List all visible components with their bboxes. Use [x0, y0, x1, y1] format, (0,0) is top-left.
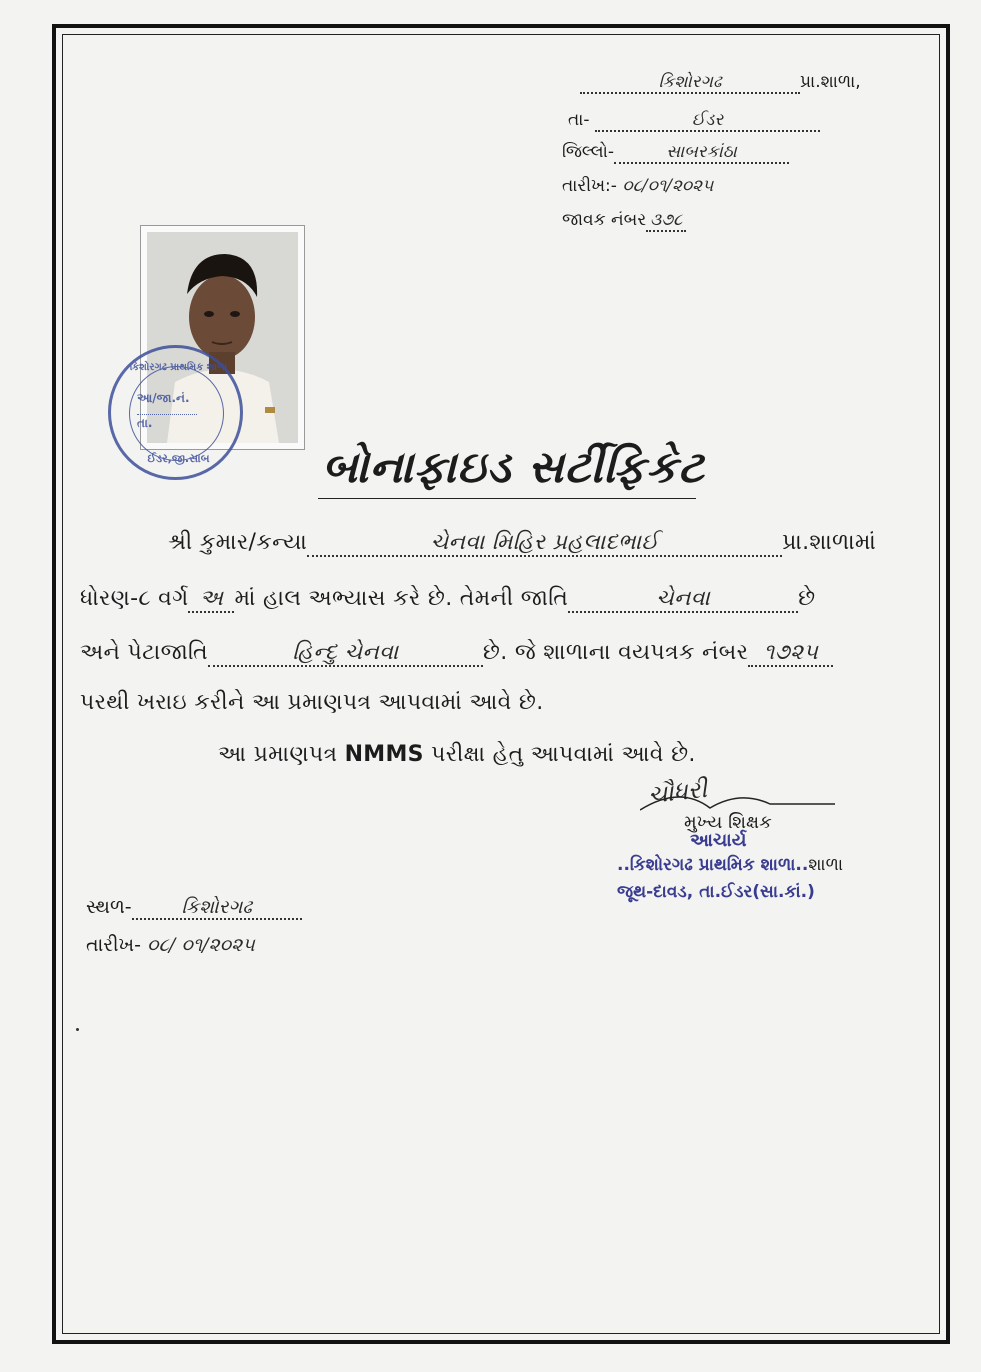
header-taluka-line: [568, 110, 820, 132]
body-class-value: અ: [188, 587, 234, 613]
body-subcaste-value: હિન્દુ ચેનવા: [208, 641, 483, 667]
header-date-value: ૦૮/૦૧/૨૦૨૫: [622, 176, 714, 196]
stamp-bottom-text: ઈડર,જી.સાબ: [147, 452, 210, 465]
header-taluka-value: ઈડર: [595, 111, 820, 132]
body-register-text: છે. જે શાળાના વયપત્રક નંબર: [482, 640, 749, 665]
header-school-name: કિશોરગઢ: [580, 73, 800, 94]
body-school-suffix: પ્રા.શાળામાં: [782, 530, 877, 555]
stamp-field-date: તા.: [137, 416, 153, 430]
body-line-1: [168, 530, 876, 557]
stamp-ring-text: કિશોરગઢ પ્રાથમિક શાળા: [129, 362, 228, 373]
body-student-prefix: શ્રી કુમાર/કન્યા: [168, 530, 308, 555]
header-taluka-label: તા-: [568, 110, 590, 130]
header-district-value: સાબરકાંઠા: [614, 143, 789, 164]
header-outward-value: ૩૭૮: [646, 211, 686, 232]
footer-place-line: [86, 896, 302, 920]
footer-date-line: [86, 934, 255, 956]
body-line-5: [218, 742, 696, 767]
footer-place-value: કિશોરગઢ: [132, 897, 302, 920]
school-stamp-line: [617, 855, 843, 875]
header-outward-label: જાવક નંબર: [562, 210, 647, 230]
header-district-line: [562, 142, 789, 164]
footer-date-value: ૦૮/ ૦૧/૨૦૨૫: [147, 934, 255, 956]
body-exam-name: NMMS: [344, 742, 424, 767]
header-date-label: તારીખ:-: [562, 176, 617, 196]
header-district-label: જિલ્લો-: [562, 142, 615, 162]
body-register-number: ૧૭૨૫: [748, 641, 833, 667]
stamp-field-number: આ/જા.નં.: [137, 391, 190, 405]
school-round-stamp: [108, 345, 243, 480]
body-standard-prefix: ધોરણ-૮ વર્ગ: [80, 586, 189, 611]
school-stamp-address: જૂથ-દાવડ, તા.ઈડર(સા.કાં.): [617, 882, 815, 902]
stray-dot: [76, 1028, 79, 1031]
header-school-suffix: પ્રા.શાળા,: [800, 72, 861, 92]
stamp-principal-title: આચાર્ય: [690, 830, 747, 851]
body-caste-suffix: છે: [798, 586, 816, 611]
principal-signature: ચૌધરી: [646, 774, 709, 810]
body-purpose-suffix: પરીક્ષા હેતુ આપવામાં આવે છે.: [431, 742, 696, 767]
header-school-line: [580, 72, 861, 94]
footer-date-label: તારીખ-: [86, 934, 141, 956]
body-line-2: [80, 586, 815, 613]
body-study-text: માં હાલ અભ્યાસ કરે છે. તેમની જાતિ: [234, 586, 569, 611]
school-stamp-suffix: શાળા: [808, 855, 844, 875]
body-line-3: [80, 640, 833, 667]
body-student-name: ચેનવા મિહિર પ્રહલાદભાઈ: [307, 531, 782, 557]
header-date-line: [562, 176, 713, 196]
footer-place-label: સ્થળ-: [86, 896, 132, 918]
designation-head-teacher: મુખ્ય શિક્ષક: [684, 812, 772, 833]
title-underline: [318, 498, 696, 499]
stamp-fields: [137, 390, 197, 431]
body-subcaste-prefix: અને પેટાજાતિ: [80, 640, 208, 665]
body-line-4: પરથી ખરાઇ કરીને આ પ્રમાણપત્ર આપવામાં આવે છે.: [80, 690, 544, 715]
school-stamp-name: ..કિશોરગઢ પ્રાથમિક શાળા..: [617, 855, 809, 875]
header-outward-line: [562, 210, 686, 232]
certificate-title: બોનાફાઇડ સર્ટીફિકેટ: [322, 442, 705, 493]
body-purpose-prefix: આ પ્રમાણપત્ર: [218, 742, 338, 767]
body-caste-value: ચેનવા: [568, 587, 798, 613]
